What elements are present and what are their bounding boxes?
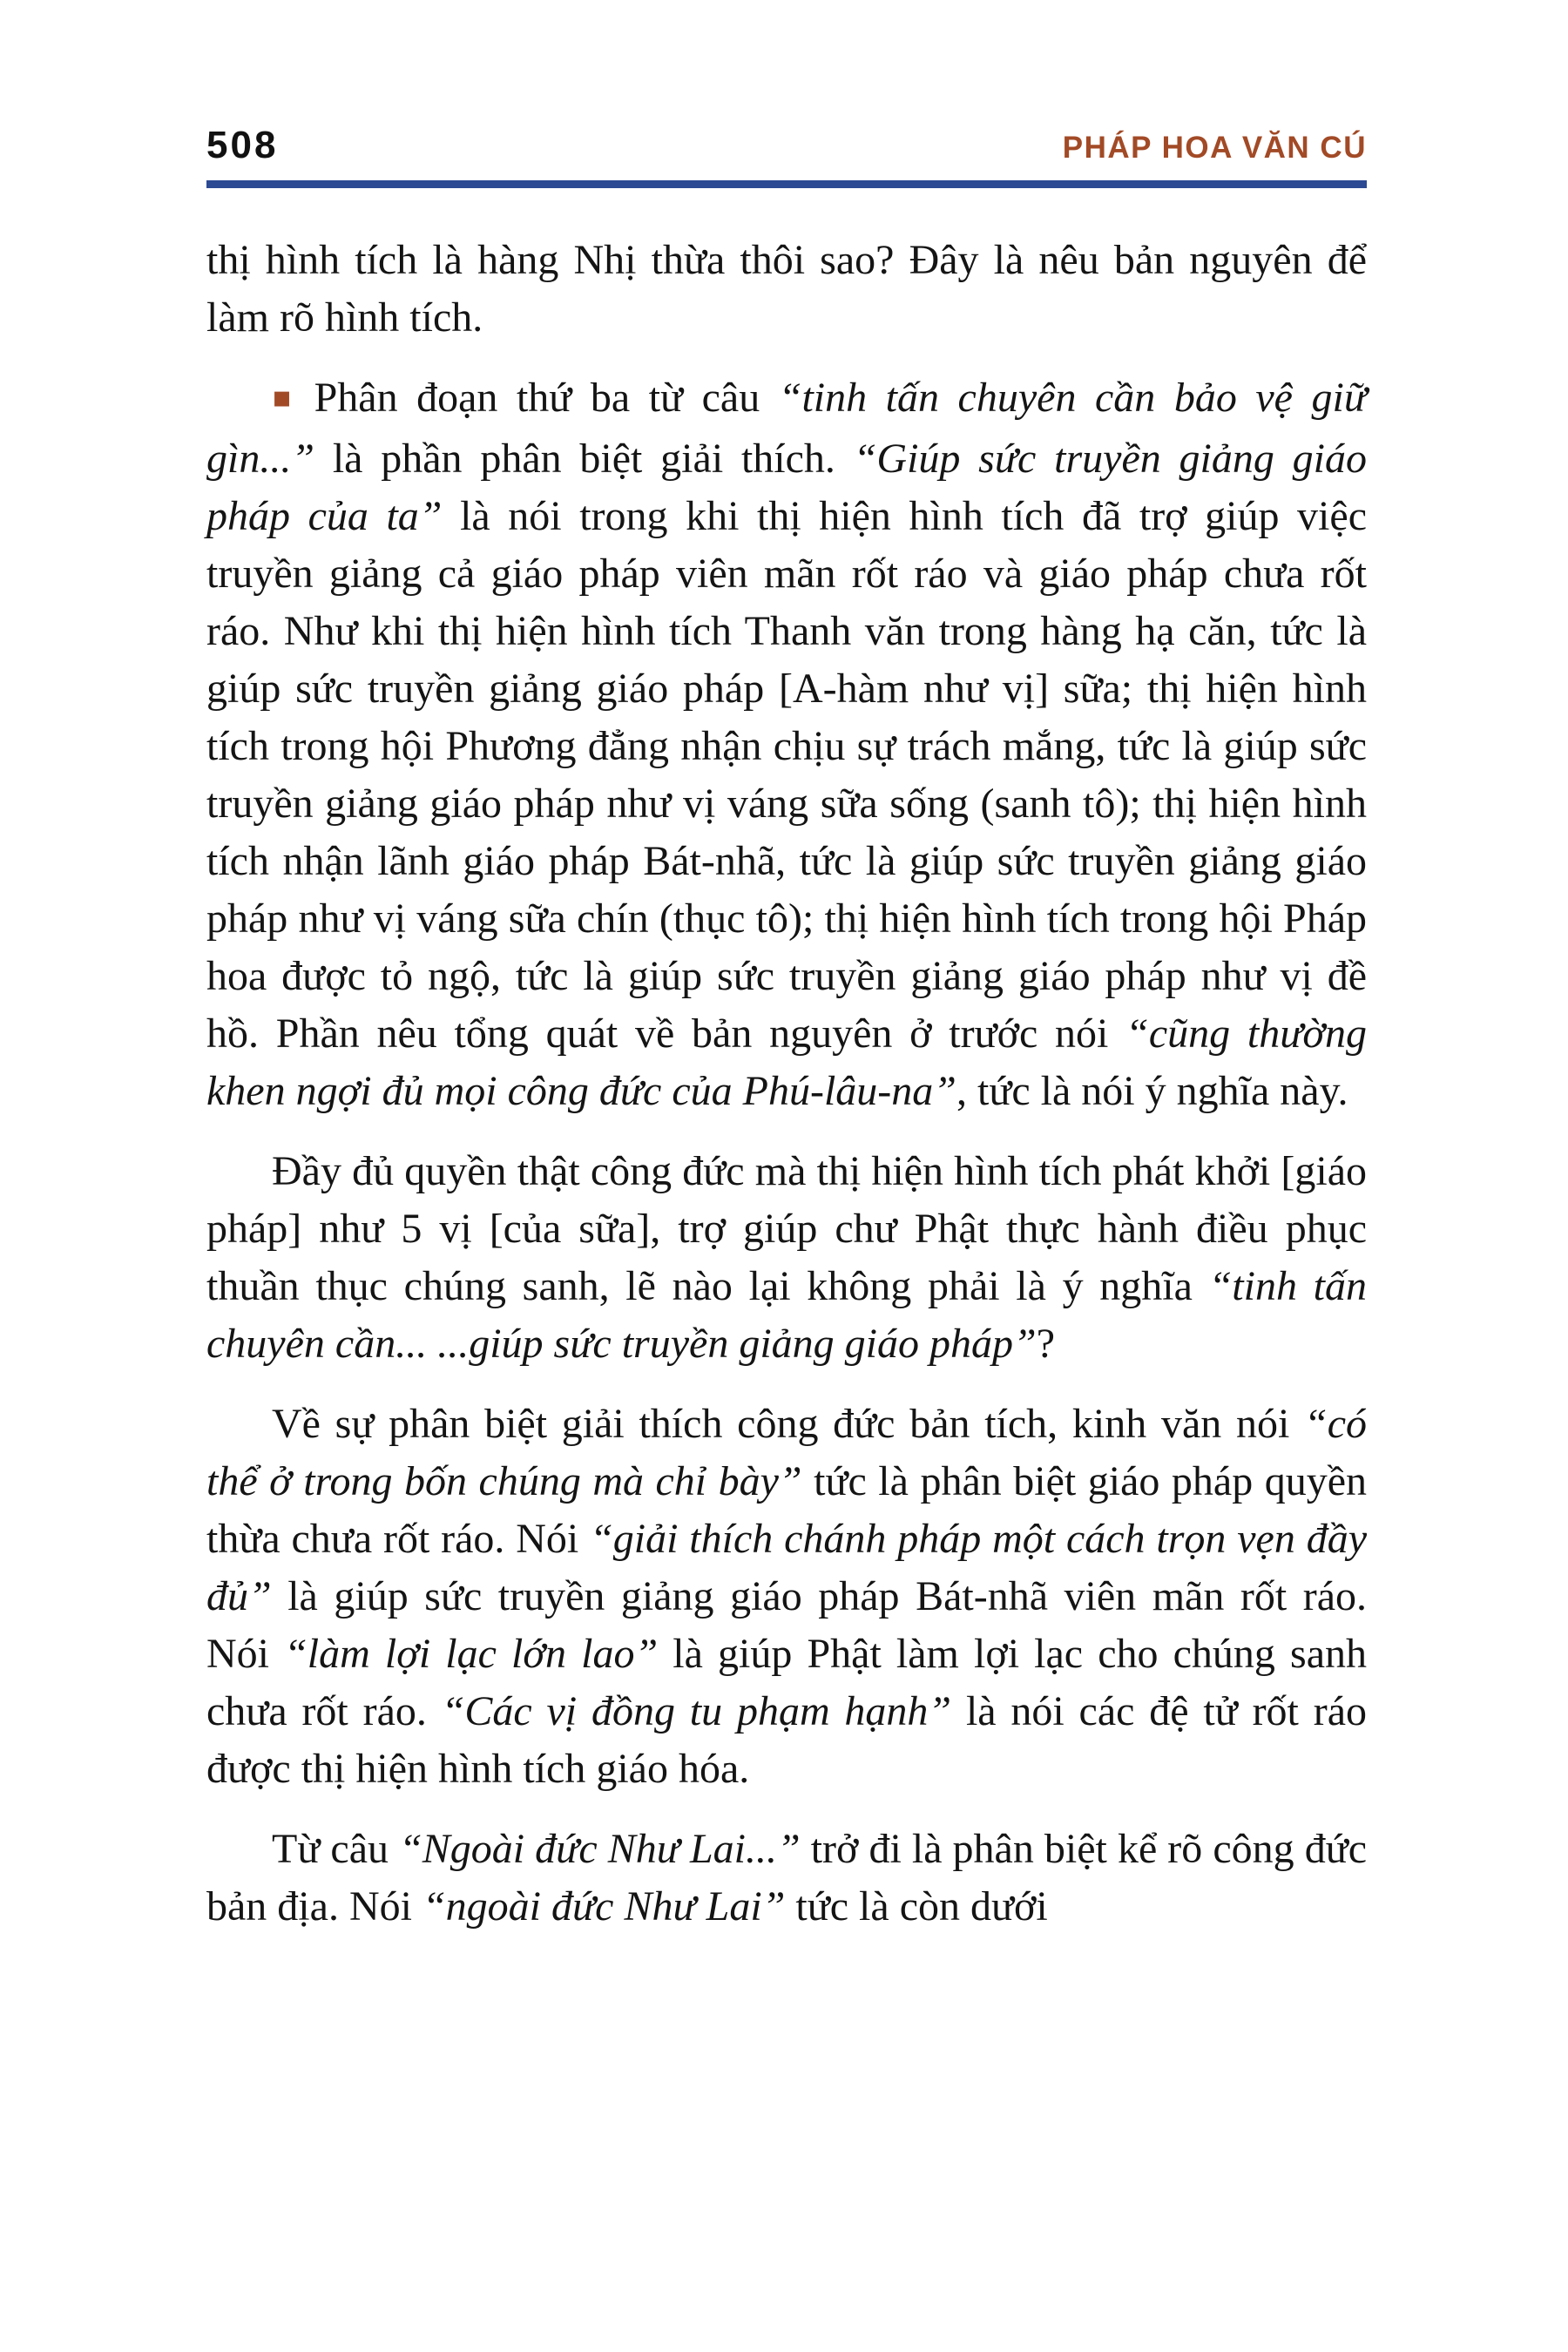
- paragraph: [206, 1821, 1367, 1936]
- quoted-scripture-text: “giải thích chánh pháp một cách trọn vẹn đầy đủ”: [206, 1516, 1368, 1619]
- text-run: ?: [1036, 1321, 1056, 1367]
- text-run: Từ câu: [272, 1826, 400, 1872]
- running-title: PHÁP HOA VĂN CÚ: [1062, 131, 1367, 165]
- text-run: là nói trong khi thị hiện hình tích đã trợ giúp việc truyền giảng cả giáo pháp viên mãn rốt ráo và giáo pháp chưa rốt ráo. Như khi thị hiện hình tích Thanh văn trong hàng hạ căn, tức là giúp sức truyền giảng giáo pháp [A-hàm như vị] sữa; thị hiện hình tích trong hội Phương đẳng nhận chịu sự trách mắng, tức là giúp sức truyền giảng giáo pháp như vị váng sữa sống (sanh tô); thị hiện hình tích nhận lãnh giáo pháp Bát-nhã, tức là giúp sức truyền giảng giáo pháp như vị váng sữa chín (thục tô); thị hiện hình tích trong hội Pháp hoa được tỏ ngộ, tức là giúp sức truyền giảng giáo pháp như vị đề hồ. Phần nêu tổng quát về bản nguyên ở trước nói: [206, 493, 1367, 1057]
- text-run: Về sự phân biệt giải thích công đức bản tích, kinh văn nói: [272, 1401, 1304, 1447]
- text-run: là nói các đệ tử rốt ráo được thị hiện hình tích giáo hóa.: [206, 1688, 1367, 1792]
- header-rule: [206, 180, 1367, 188]
- text-run: , tức là nói ý nghĩa này.: [956, 1068, 1348, 1114]
- paragraph: [206, 232, 1367, 347]
- text-run: tức là còn dưới: [785, 1883, 1048, 1930]
- page-header: [206, 124, 1367, 167]
- text-run: trở đi là phân biệt kể rõ công đức bản địa. Nói: [206, 1826, 1368, 1930]
- quoted-scripture-text: “ngoài đức Như Lai”: [422, 1883, 786, 1930]
- text-run: tức là phân biệt giáo pháp quyền thừa chưa rốt ráo. Nói: [206, 1458, 1368, 1562]
- quoted-scripture-text: “Các vị đồng tu phạm hạnh”: [441, 1688, 952, 1734]
- paragraph: [206, 369, 1367, 1120]
- quoted-scripture-text: “có thể ở trong bốn chúng mà chỉ bày”: [206, 1401, 1367, 1504]
- quoted-scripture-text: “Giúp sức truyền giảng giáo pháp của ta”: [206, 436, 1367, 539]
- quoted-scripture-text: “Ngoài đức Như Lai...”: [399, 1826, 801, 1872]
- text-run: Phân đoạn thứ ba từ câu: [314, 375, 779, 421]
- quoted-scripture-text: “tinh tấn chuyên cần bảo vệ giữ gìn...”: [206, 375, 1368, 482]
- quoted-scripture-text: “làm lợi lạc lớn lao”: [284, 1631, 659, 1677]
- paragraph: [206, 1143, 1367, 1373]
- text-run: là phần phân biệt giải thích.: [314, 436, 854, 482]
- quoted-scripture-text: “tinh tấn chuyên cần... ...giúp sức truyền giảng giáo pháp”: [206, 1263, 1367, 1367]
- quoted-scripture-text: “cũng thường khen ngợi đủ mọi công đức của Phú-lâu-na”: [206, 1010, 1368, 1114]
- body-text: [206, 232, 1367, 1936]
- text-run: thị hình tích là hàng Nhị thừa thôi sao? Đây là nêu bản nguyên để làm rõ hình tích.: [206, 237, 1367, 341]
- square-bullet-icon: ▪: [272, 380, 301, 415]
- paragraph: [206, 1396, 1367, 1798]
- page-number: 508: [206, 124, 279, 166]
- text-run: Đầy đủ quyền thật công đức mà thị hiện hình tích phát khởi [giáo pháp] như 5 vị [của sữa], trợ giúp chư Phật thực hành điều phục thuần thục chúng sanh, lẽ nào lại không phải là ý nghĩa: [206, 1148, 1367, 1309]
- text-run: là giúp sức truyền giảng giáo pháp Bát-nhã viên mãn rốt ráo. Nói: [206, 1573, 1367, 1677]
- text-run: là giúp Phật làm lợi lạc cho chúng sanh chưa rốt ráo.: [206, 1631, 1368, 1734]
